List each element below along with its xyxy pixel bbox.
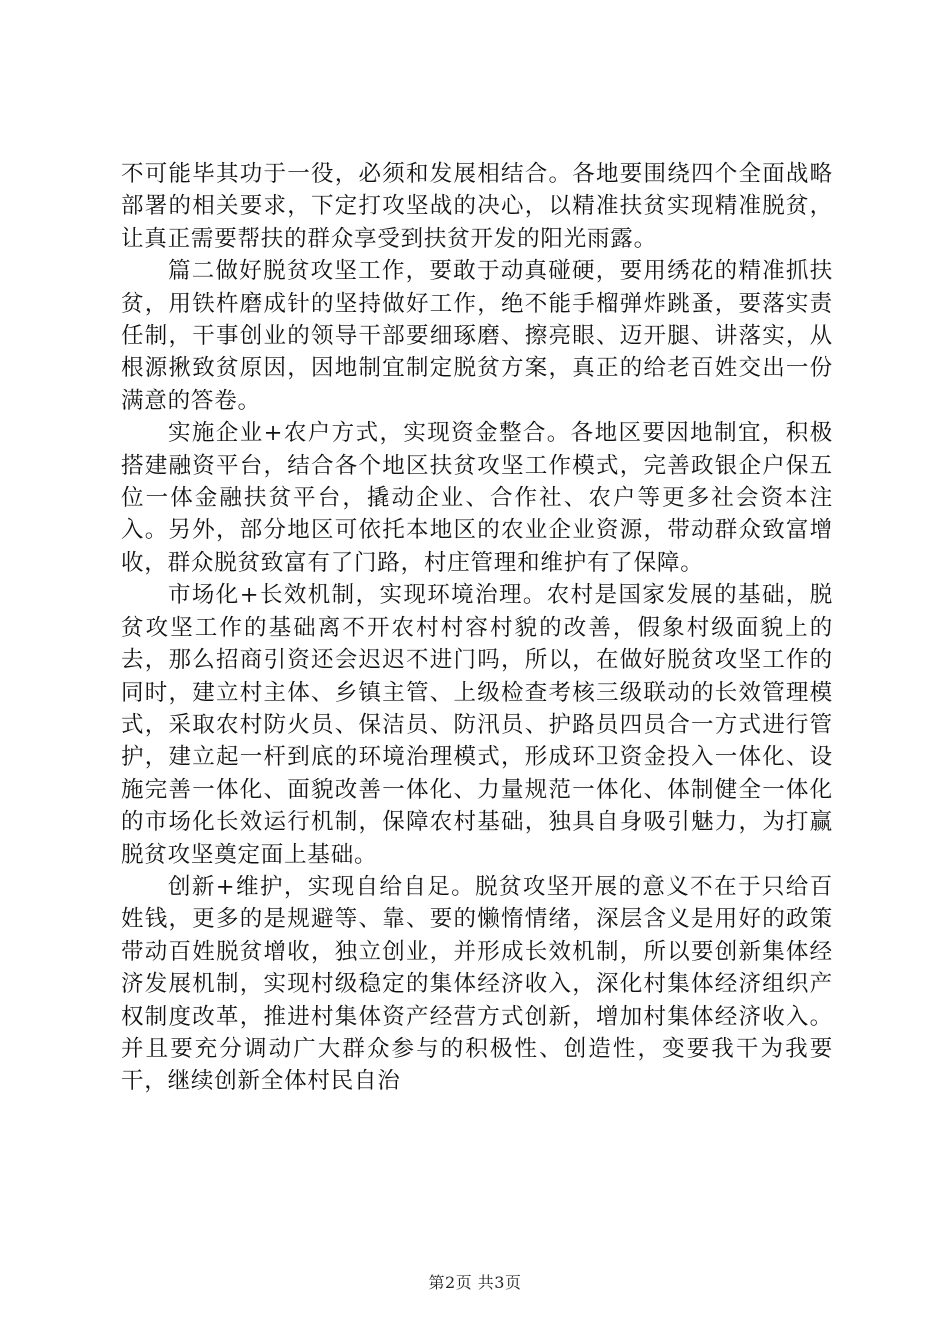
paragraph-innovation-maintenance: 创新+维护，实现自给自足。脱贫攻坚开展的意义不在于只给百姓钱，更多的是规避等、靠、要的懒惰情绪，深层含义是用好的政策带动百姓脱贫增收，独立创业，并形成长效机制，所以要创新集体经济发展机制，实现村级稳定的集体经济收入，深化村集体经济组织产权制度改革，推进村集体资产经营方式创新，增加村集体经济收入。并且要充分调动广大群众参与的积极性、创造性，变要我干为我要干，继续创新全体村民自治 [121,873,833,1095]
document-body [121,158,833,1098]
paragraph-market-mechanism: 市场化+长效机制，实现环境治理。农村是国家发展的基础，脱贫攻坚工作的基础离不开农村村容村貌的改善，假象村级面貌上的去，那么招商引资还会迟迟不进门吗，所以，在做好脱贫攻坚工作的同时，建立村主体、乡镇主管、上级检查考核三级联动的长效管理模式，采取农村防火员、保洁员、防汛员、护路员四员合一方式进行管护，建立起一杆到底的环境治理模式，形成环卫资金投入一体化、设施完善一体化、面貌改善一体化、力量规范一体化、体制健全一体化的市场化长效运行机制，保障农村基础，独具自身吸引魅力，为打赢脱贫攻坚奠定面上基础。 [121,582,833,868]
page-number-footer: 第2页 共3页 [428,1273,522,1292]
paragraph-continuation: 不可能毕其功于一役，必须和发展相结合。各地要围绕四个全面战略部署的相关要求，下定打攻坚战的决心，以精准扶贫实现精准脱贫，让真正需要帮扶的群众享受到扶贫开发的阳光雨露。 [121,161,833,252]
paragraph-enterprise-farmer: 实施企业+农户方式，实现资金整合。各地区要因地制宜，积极搭建融资平台，结合各个地区扶贫攻坚工作模式，完善政银企户保五位一体金融扶贫平台，撬动企业、合作社、农户等更多社会资本注入。另外，部分地区可依托本地区的农业企业资源，带动群众致富增收，群众脱贫致富有了门路，村庄管理和维护有了保障。 [121,420,833,576]
paragraph-part-two-intro: 篇二做好脱贫攻坚工作，要敢于动真碰硬，要用绣花的精准抓扶贫，用铁杵磨成针的坚持做好工作，绝不能手榴弹炸跳蚤，要落实责任制，干事创业的领导干部要细琢磨、擦亮眼、迈开腿、讲落实，从根源揪致贫原因，因地制宜制定脱贫方案，真正的给老百姓交出一份满意的答卷。 [121,258,833,414]
